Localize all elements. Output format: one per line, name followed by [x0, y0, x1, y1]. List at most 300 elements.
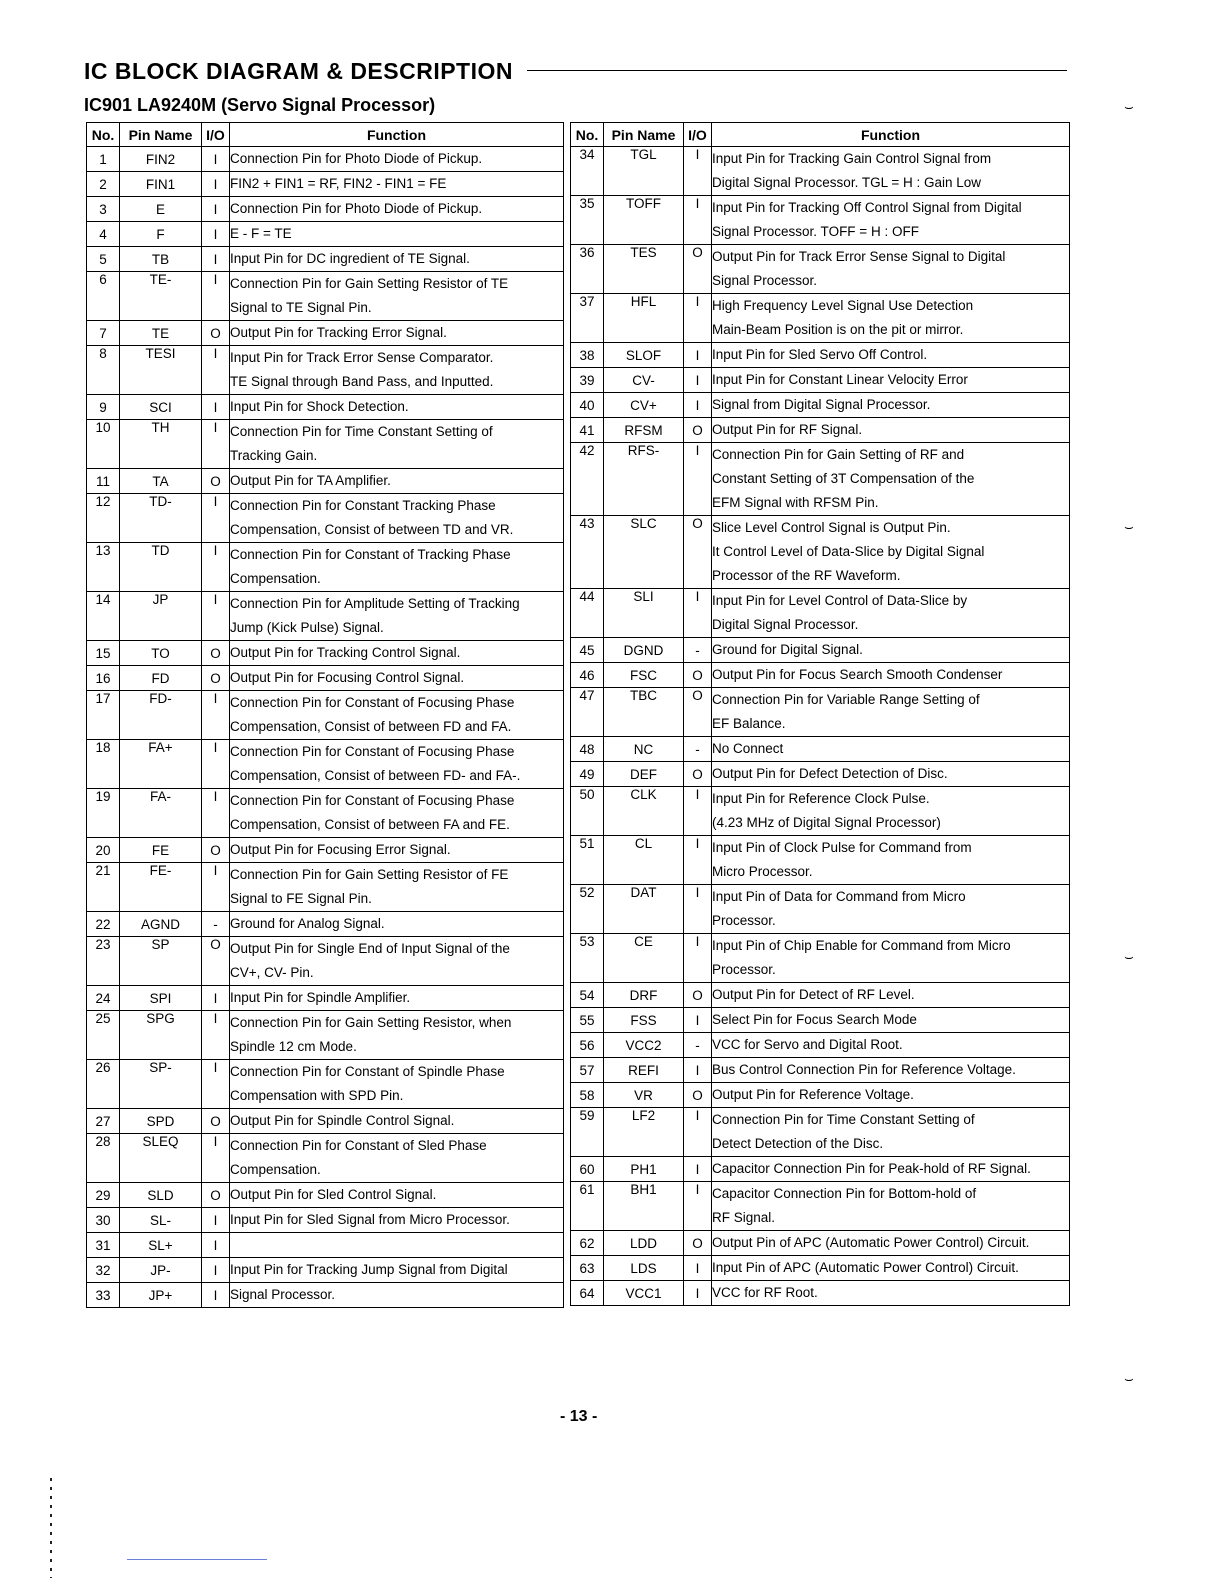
pin-number: 10: [87, 420, 120, 469]
pin-function: [230, 147, 564, 172]
table-row: [571, 196, 1070, 245]
pin-function: [712, 1256, 1070, 1281]
table-row: [571, 787, 1070, 836]
table-row: [571, 343, 1070, 368]
pin-name: TBC: [604, 688, 684, 737]
pin-function: [230, 197, 564, 222]
function-line: Output Pin for Sled Control Signal.: [230, 1187, 437, 1202]
table-row: [87, 592, 564, 641]
function-line: Spindle 12 cm Mode.: [230, 1039, 357, 1054]
pin-number: 31: [87, 1233, 120, 1258]
table-header-row: [87, 123, 564, 147]
function-line: Output Pin for Detect of RF Level.: [712, 987, 915, 1002]
pin-name: SLI: [604, 589, 684, 638]
pin-io: I: [202, 1233, 230, 1258]
pin-function: [712, 1281, 1070, 1306]
pin-function: [230, 1060, 564, 1109]
pin-io: I: [202, 272, 230, 321]
function-line: Connection Pin for Constant of Tracking Phase: [230, 547, 511, 562]
pin-name: SLOF: [604, 343, 684, 368]
pin-io: I: [202, 247, 230, 272]
header-pin-name: Pin Name: [120, 123, 202, 147]
pin-table-left-body: [87, 147, 564, 1308]
pin-io: I: [202, 543, 230, 592]
function-line: Input Pin for Constant Linear Velocity Error: [712, 372, 968, 387]
table-row: [87, 789, 564, 838]
function-line: Output Pin for RF Signal.: [712, 422, 863, 437]
pin-name: SPI: [120, 986, 202, 1011]
pin-name: FSC: [604, 663, 684, 688]
table-row: [87, 420, 564, 469]
binder-tick-mark: ⌣: [1124, 99, 1134, 116]
pin-function: [230, 543, 564, 592]
pin-name: TES: [604, 245, 684, 294]
pin-number: 24: [87, 986, 120, 1011]
function-line: Compensation.: [230, 571, 321, 586]
pin-name: PH1: [604, 1157, 684, 1182]
header-function: Function: [712, 123, 1070, 147]
function-line: Signal from Digital Signal Processor.: [712, 397, 931, 412]
pin-name: TE-: [120, 272, 202, 321]
pin-function: [230, 740, 564, 789]
pin-function: [230, 1109, 564, 1134]
function-line: Input Pin for Sled Servo Off Control.: [712, 347, 928, 362]
pin-number: 59: [571, 1108, 604, 1157]
table-header-row: [571, 123, 1070, 147]
pin-number: 38: [571, 343, 604, 368]
pin-function: [712, 663, 1070, 688]
pin-name: JP+: [120, 1283, 202, 1308]
pin-number: 8: [87, 346, 120, 395]
pin-io: O: [202, 937, 230, 986]
function-line: Compensation with SPD Pin.: [230, 1088, 404, 1103]
pin-name: SP-: [120, 1060, 202, 1109]
pin-io: O: [684, 1231, 712, 1256]
pin-table-right: [570, 122, 1070, 1306]
table-row: [87, 1233, 564, 1258]
pin-io: I: [202, 740, 230, 789]
pin-function: [230, 395, 564, 420]
table-row: [571, 368, 1070, 393]
pin-name: SPG: [120, 1011, 202, 1060]
pin-function: [230, 691, 564, 740]
pin-number: 9: [87, 395, 120, 420]
pin-number: 4: [87, 222, 120, 247]
pin-function: [230, 1183, 564, 1208]
pin-function: [712, 1058, 1070, 1083]
function-line: Digital Signal Processor. TGL = H : Gain Low: [712, 175, 981, 190]
table-row: [87, 469, 564, 494]
table-row: [571, 688, 1070, 737]
pin-io: O: [202, 641, 230, 666]
pin-name: CV+: [604, 393, 684, 418]
pin-function: [230, 494, 564, 543]
pin-function: [712, 1033, 1070, 1058]
pin-number: 16: [87, 666, 120, 691]
pin-number: 64: [571, 1281, 604, 1306]
table-row: [571, 1108, 1070, 1157]
pin-function: [230, 986, 564, 1011]
title-rule: [527, 70, 1067, 71]
function-line: Output Pin for Focusing Control Signal.: [230, 670, 465, 685]
pin-number: 14: [87, 592, 120, 641]
function-line: Connection Pin for Photo Diode of Pickup.: [230, 151, 483, 166]
pin-io: O: [202, 469, 230, 494]
pin-io: O: [684, 762, 712, 787]
table-row: [87, 1183, 564, 1208]
pin-number: 26: [87, 1060, 120, 1109]
pin-name: NC: [604, 737, 684, 762]
function-line: Tracking Gain.: [230, 448, 318, 463]
pin-io: I: [684, 294, 712, 343]
pin-number: 6: [87, 272, 120, 321]
pin-function: [230, 838, 564, 863]
pin-name: FE-: [120, 863, 202, 912]
pin-name: TB: [120, 247, 202, 272]
binder-tick-mark: ⌣: [1124, 1371, 1134, 1388]
pin-name: SL+: [120, 1233, 202, 1258]
function-line: Digital Signal Processor.: [712, 617, 859, 632]
pin-name: SLD: [120, 1183, 202, 1208]
function-line: Input Pin for Track Error Sense Comparator.: [230, 350, 494, 365]
function-line: [230, 1233, 563, 1257]
function-line: Ground for Digital Signal.: [712, 642, 863, 657]
function-line: Connection Pin for Time Constant Setting of: [712, 1112, 975, 1127]
function-line: Processor.: [712, 962, 776, 977]
table-row: [87, 641, 564, 666]
function-line: Connection Pin for Photo Diode of Pickup.: [230, 201, 483, 216]
pin-io: I: [684, 1058, 712, 1083]
ic-subtitle: IC901 LA9240M (Servo Signal Processor): [84, 95, 436, 115]
pin-name: CV-: [604, 368, 684, 393]
pin-io: O: [684, 418, 712, 443]
table-row: [87, 346, 564, 395]
pin-io: I: [202, 1283, 230, 1308]
pin-number: 63: [571, 1256, 604, 1281]
pin-io: I: [684, 1108, 712, 1157]
pin-function: [712, 787, 1070, 836]
pin-name: SLEQ: [120, 1134, 202, 1183]
pin-number: 32: [87, 1258, 120, 1283]
function-line: Processor of the RF Waveform.: [712, 568, 901, 583]
function-line: EFM Signal with RFSM Pin.: [712, 495, 879, 510]
pin-number: 12: [87, 494, 120, 543]
function-line: Output Pin for Single End of Input Signal of the: [230, 941, 510, 956]
function-line: CV+, CV- Pin.: [230, 965, 314, 980]
pin-io: O: [684, 688, 712, 737]
pin-name: LDD: [604, 1231, 684, 1256]
function-line: RF Signal.: [712, 1210, 776, 1225]
pin-name: AGND: [120, 912, 202, 937]
pin-function: [230, 641, 564, 666]
pin-function: [712, 934, 1070, 983]
table-row: [87, 247, 564, 272]
pin-function: [712, 737, 1070, 762]
table-row: [87, 172, 564, 197]
pin-function: [712, 368, 1070, 393]
pin-name: VCC2: [604, 1033, 684, 1058]
table-row: [571, 418, 1070, 443]
pin-name: TO: [120, 641, 202, 666]
pin-name: SLC: [604, 516, 684, 589]
pin-function: [712, 196, 1070, 245]
pin-io: I: [684, 934, 712, 983]
function-line: Output Pin for Tracking Control Signal.: [230, 645, 461, 660]
pin-io: I: [684, 1281, 712, 1306]
pin-name: FSS: [604, 1008, 684, 1033]
pin-name: TD-: [120, 494, 202, 543]
pin-function: [230, 666, 564, 691]
function-line: Output Pin for Reference Voltage.: [712, 1087, 914, 1102]
pin-io: I: [684, 885, 712, 934]
pin-io: I: [202, 395, 230, 420]
pin-function: [230, 592, 564, 641]
function-line: Connection Pin for Variable Range Setting of: [712, 692, 980, 707]
table-row: [87, 543, 564, 592]
table-row: [87, 494, 564, 543]
pin-function: [230, 469, 564, 494]
pin-number: 57: [571, 1058, 604, 1083]
page-title: IC BLOCK DIAGRAM & DESCRIPTION: [84, 58, 513, 84]
function-line: Input Pin for Tracking Off Control Signal from Digital: [712, 200, 1022, 215]
pin-number: 22: [87, 912, 120, 937]
table-row: [87, 986, 564, 1011]
function-line: Compensation, Consist of between FD- and FA-.: [230, 768, 521, 783]
function-line: Connection Pin for Constant of Focusing Phase: [230, 793, 515, 808]
pin-name: HFL: [604, 294, 684, 343]
pin-io: O: [202, 1183, 230, 1208]
function-line: Connection Pin for Time Constant Setting of: [230, 424, 493, 439]
pin-function: [230, 1283, 564, 1308]
function-line: VCC for RF Root.: [712, 1285, 818, 1300]
pin-name: E: [120, 197, 202, 222]
pin-function: [712, 762, 1070, 787]
pin-number: 53: [571, 934, 604, 983]
pin-function: [230, 1011, 564, 1060]
pin-function: [712, 1008, 1070, 1033]
pin-number: 2: [87, 172, 120, 197]
pin-io: I: [684, 1008, 712, 1033]
pin-name: REFI: [604, 1058, 684, 1083]
pin-io: I: [684, 787, 712, 836]
pin-function: [712, 1182, 1070, 1231]
table-row: [87, 740, 564, 789]
pin-io: -: [684, 1033, 712, 1058]
function-line: Connection Pin for Gain Setting Resistor of FE: [230, 867, 509, 882]
table-row: [87, 1060, 564, 1109]
pin-function: [230, 1134, 564, 1183]
pin-name: TA: [120, 469, 202, 494]
pin-function: [712, 294, 1070, 343]
pin-io: O: [202, 1109, 230, 1134]
pin-number: 30: [87, 1208, 120, 1233]
header-pin-name: Pin Name: [604, 123, 684, 147]
function-line: Input Pin of Clock Pulse for Command from: [712, 840, 972, 855]
pin-name: SPD: [120, 1109, 202, 1134]
pin-number: 44: [571, 589, 604, 638]
pin-function: [230, 1233, 564, 1258]
pin-number: 50: [571, 787, 604, 836]
function-line: High Frequency Level Signal Use Detection: [712, 298, 974, 313]
pin-io: O: [202, 321, 230, 346]
pin-io: I: [684, 589, 712, 638]
table-row: [571, 983, 1070, 1008]
pin-io: I: [684, 393, 712, 418]
function-line: Signal to FE Signal Pin.: [230, 891, 372, 906]
pin-number: 20: [87, 838, 120, 863]
pin-number: 52: [571, 885, 604, 934]
function-line: Jump (Kick Pulse) Signal.: [230, 620, 384, 635]
pin-number: 60: [571, 1157, 604, 1182]
pin-number: 25: [87, 1011, 120, 1060]
table-row: [87, 838, 564, 863]
table-row: [87, 395, 564, 420]
table-row: [571, 1157, 1070, 1182]
pin-io: I: [202, 691, 230, 740]
function-line: Connection Pin for Gain Setting of RF and: [712, 447, 965, 462]
function-line: Capacitor Connection Pin for Bottom-hold of: [712, 1186, 977, 1201]
pin-function: [712, 1083, 1070, 1108]
pin-name: F: [120, 222, 202, 247]
table-row: [571, 589, 1070, 638]
pin-io: I: [202, 197, 230, 222]
pin-number: 1: [87, 147, 120, 172]
table-row: [571, 1008, 1070, 1033]
pin-name: CLK: [604, 787, 684, 836]
pin-number: 11: [87, 469, 120, 494]
binder-tick-mark: ⌣: [1124, 949, 1134, 966]
scan-edge-mark: [50, 1478, 52, 1578]
table-row: [571, 1058, 1070, 1083]
table-row: [571, 1033, 1070, 1058]
function-line: EF Balance.: [712, 716, 786, 731]
pin-number: 43: [571, 516, 604, 589]
pin-name: JP: [120, 592, 202, 641]
table-row: [571, 443, 1070, 516]
pin-name: VR: [604, 1083, 684, 1108]
pin-function: [712, 1108, 1070, 1157]
table-row: [87, 937, 564, 986]
pin-name: TE: [120, 321, 202, 346]
pin-function: [230, 222, 564, 247]
table-row: [571, 147, 1070, 196]
table-row: [571, 836, 1070, 885]
function-line: Input Pin for DC ingredient of TE Signal.: [230, 251, 470, 266]
table-row: [87, 666, 564, 691]
function-line: Connection Pin for Constant Tracking Phase: [230, 498, 496, 513]
pin-io: I: [202, 222, 230, 247]
table-row: [571, 663, 1070, 688]
pin-name: FIN1: [120, 172, 202, 197]
pin-number: 28: [87, 1134, 120, 1183]
pin-function: [712, 983, 1070, 1008]
table-row: [87, 863, 564, 912]
pin-number: 33: [87, 1283, 120, 1308]
pin-io: I: [202, 863, 230, 912]
pin-number: 18: [87, 740, 120, 789]
function-line: Connection Pin for Constant of Focusing Phase: [230, 744, 515, 759]
table-row: [571, 1182, 1070, 1231]
function-line: Output Pin for Tracking Error Signal.: [230, 325, 447, 340]
table-row: [87, 147, 564, 172]
function-line: TE Signal through Band Pass, and Inputted.: [230, 374, 494, 389]
pin-name: RFS-: [604, 443, 684, 516]
pin-io: O: [684, 983, 712, 1008]
pin-number: 55: [571, 1008, 604, 1033]
function-line: Input Pin for Tracking Jump Signal from Digital: [230, 1262, 508, 1277]
pin-name: TD: [120, 543, 202, 592]
table-row: [571, 393, 1070, 418]
table-row: [87, 1134, 564, 1183]
pin-io: I: [684, 196, 712, 245]
function-line: Processor.: [712, 913, 776, 928]
function-line: Connection Pin for Constant of Spindle Phase: [230, 1064, 505, 1079]
function-line: Input Pin for Spindle Amplifier.: [230, 990, 411, 1005]
pin-io: I: [202, 420, 230, 469]
table-row: [87, 1208, 564, 1233]
table-row: [571, 245, 1070, 294]
pin-number: 61: [571, 1182, 604, 1231]
header-no: No.: [87, 123, 120, 147]
header-io: I/O: [684, 123, 712, 147]
pin-io: I: [202, 1208, 230, 1233]
pin-io: I: [684, 1182, 712, 1231]
function-line: Compensation, Consist of between FD and FA.: [230, 719, 512, 734]
pin-io: I: [684, 368, 712, 393]
header-no: No.: [571, 123, 604, 147]
pin-io: I: [684, 343, 712, 368]
pin-io: O: [202, 666, 230, 691]
table-row: [87, 1109, 564, 1134]
pin-name: LDS: [604, 1256, 684, 1281]
function-line: Ground for Analog Signal.: [230, 916, 385, 931]
pin-number: 23: [87, 937, 120, 986]
function-line: Constant Setting of 3T Compensation of the: [712, 471, 975, 486]
pin-io: O: [684, 663, 712, 688]
pin-name: FIN2: [120, 147, 202, 172]
function-line: Bus Control Connection Pin for Reference Voltage.: [712, 1062, 1016, 1077]
pin-name: TH: [120, 420, 202, 469]
pin-io: I: [202, 494, 230, 543]
pin-number: 27: [87, 1109, 120, 1134]
function-line: Output Pin for Focus Search Smooth Condenser: [712, 667, 1003, 682]
pin-table-right-body: [571, 147, 1070, 1306]
pin-name: FD-: [120, 691, 202, 740]
table-row: [87, 1011, 564, 1060]
pin-io: O: [684, 516, 712, 589]
pin-io: O: [684, 245, 712, 294]
pin-io: I: [202, 986, 230, 1011]
function-line: Input Pin for Tracking Gain Control Signal from: [712, 151, 992, 166]
function-line: Output Pin for Defect Detection of Disc.: [712, 766, 948, 781]
function-line: FIN2 + FIN1 = RF, FIN2 - FIN1 = FE: [230, 176, 447, 191]
function-line: Connection Pin for Constant of Sled Phase: [230, 1138, 487, 1153]
pin-io: I: [202, 1134, 230, 1183]
pin-function: [712, 638, 1070, 663]
pin-number: 34: [571, 147, 604, 196]
pin-io: I: [684, 1256, 712, 1281]
pin-name: SL-: [120, 1208, 202, 1233]
table-row: [87, 1283, 564, 1308]
pin-function: [712, 245, 1070, 294]
pin-number: 48: [571, 737, 604, 762]
function-line: No Connect: [712, 741, 784, 756]
function-line: Compensation, Consist of between TD and VR.: [230, 522, 514, 537]
table-row: [571, 516, 1070, 589]
pin-name: SP: [120, 937, 202, 986]
pin-number: 54: [571, 983, 604, 1008]
pin-function: [230, 247, 564, 272]
